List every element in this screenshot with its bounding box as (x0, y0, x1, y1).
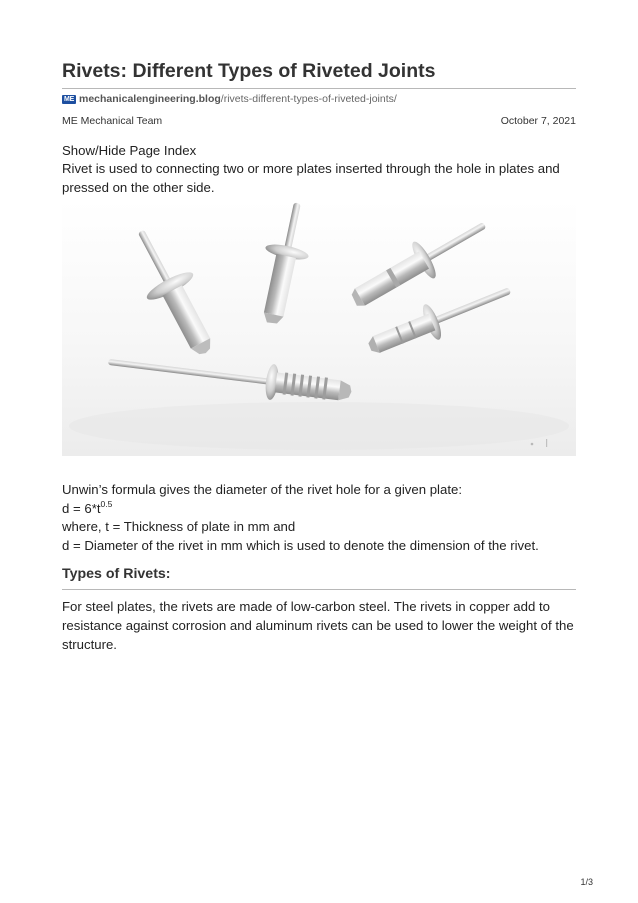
title-divider (62, 88, 576, 89)
page-number: 1/3 (580, 877, 593, 887)
rivets-image (62, 200, 576, 456)
definition-t: where, t = Thickness of plate in mm and (62, 519, 296, 534)
source-domain-link[interactable]: mechanicalengineering.blog (79, 93, 221, 105)
formula-base: d = 6*t (62, 500, 101, 516)
formula-exponent: 0.5 (100, 498, 113, 509)
intro-paragraph: Rivet is used to connecting two or more plates inserted through the hole in plates and pressed on the other side. (62, 161, 560, 195)
article-title: Rivets: Different Types of Riveted Joints (62, 60, 436, 82)
publish-date: October 7, 2021 (500, 115, 576, 127)
author: ME Mechanical Team (62, 115, 163, 127)
types-paragraph: For steel plates, the rivets are made of low-carbon steel. The rivets in copper add to resistance against corrosion and aluminum rivets can be used to lower the weight of the structure. (62, 599, 574, 652)
site-favicon-icon: ME (62, 95, 76, 104)
source-line (62, 93, 397, 105)
types-heading: Types of Rivets: (62, 566, 171, 582)
definition-d: d = Diameter of the rivet in mm which is used to denote the dimension of the rivet. (62, 537, 539, 553)
formula-intro: Unwin’s formula gives the diameter of the rivet hole for a given plate: (62, 482, 462, 497)
source-path-link[interactable]: /rivets-different-types-of-riveted-joints/ (220, 93, 397, 105)
formula (62, 500, 578, 519)
section-divider (62, 589, 576, 590)
formula-block (62, 481, 578, 555)
page-index-toggle[interactable]: Show/Hide Page Index (62, 143, 197, 158)
